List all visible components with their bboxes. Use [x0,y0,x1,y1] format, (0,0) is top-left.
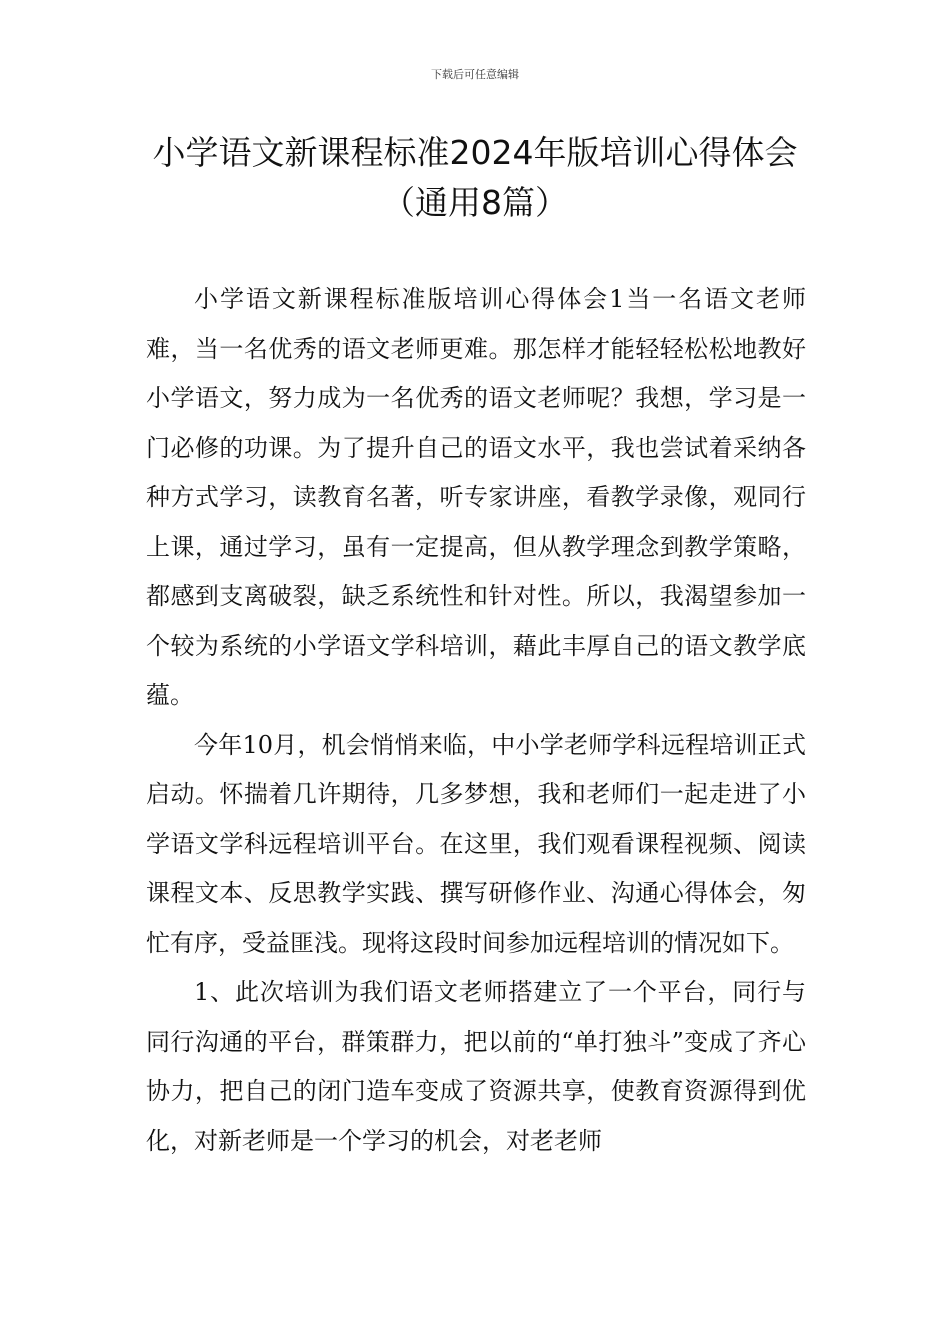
document-title: 小学语文新课程标准2024年版培训心得体会（通用8篇） [152,133,798,222]
paragraph-1: 小学语文新课程标准版培训心得体会1当一名语文老师难，当一名优秀的语文老师更难。那怎样才能轻轻松松地教好小学语文，努力成为一名优秀的语文老师呢？我想，学习是一门必修的功课。为了提升自己的语文水平，我也尝试着采纳各种方式学习，读教育名著，听专家讲座，看教学录像，观同行上课，通过学习，虽有一定提高，但从教学理念到教学策略，都感到支离破裂，缺乏系统性和针对性。所以，我渴望参加一个较为系统的小学语文学科培训，藉此丰厚自己的语文教学底蕴。 [146,285,806,709]
paragraph-2: 今年10月，机会悄悄来临，中小学老师学科远程培训正式启动。怀揣着几许期待，几多梦想，我和老师们一起走进了小学语文学科远程培训平台。在这里，我们观看课程视频、阅读课程文本、反思教学实践、撰写研修作业、沟通心得体会，匆忙有序，受益匪浅。现将这段时间参加远程培训的情况如下。 [146,730,806,957]
paragraph-3: 1、此次培训为我们语文老师搭建立了一个平台，同行与同行沟通的平台，群策群力，把以前的“单打独斗”变成了齐心协力，把自己的闭门造车变成了资源共享，使教育资源得到优化，对新老师是一个学习的机会，对老老师 [146,978,806,1155]
page-header-note: 下载后可任意编辑 [431,68,519,81]
document-body [146,275,806,1166]
